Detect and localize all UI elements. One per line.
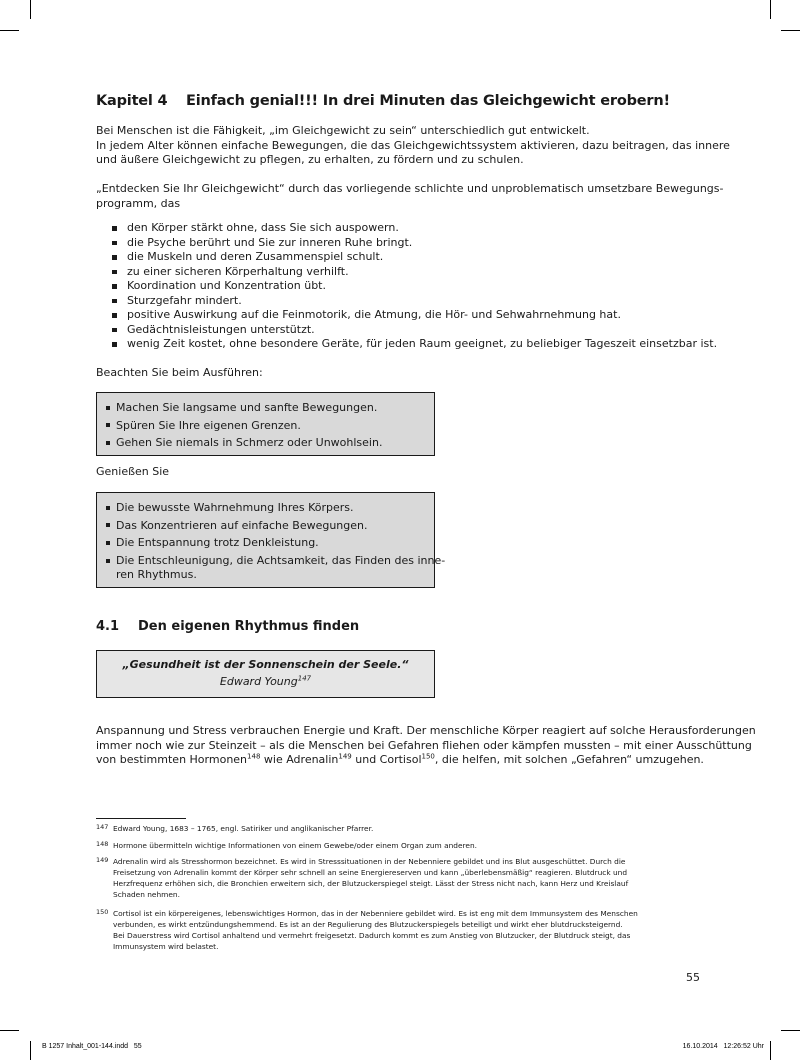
quote-author: Edward Young (219, 675, 298, 688)
body-text: und Cortisol (351, 753, 422, 766)
list-item: den Körper stärkt ohne, dass Sie sich auspowern. (96, 221, 700, 236)
slug-file-info: B 1257 Inhalt_001-144.indd 55 (42, 1043, 142, 1050)
body-line (96, 752, 704, 768)
section-title: Den eigenen Rhythmus finden (138, 619, 360, 634)
note-box (96, 392, 435, 456)
footnote (96, 823, 700, 834)
list-item: Die Entspannung trotz Denkleistung. (97, 534, 434, 552)
body-text: , die helfen, mit solchen „Gefahren“ umzugehen. (434, 753, 704, 766)
footnote-ref: 150 (421, 752, 435, 761)
intro-line: In jedem Alter können einfache Bewegungen, die das Gleichgewichtssystem aktivieren, dazu beitragen, das innere (96, 138, 730, 152)
footnote-ref: 149 (338, 752, 352, 761)
footnote-line: Bei Dauerstress wird Cortisol anhaltend und vermehrt freigesetzt. Dadurch kommt es zum Anstieg von Blutzucker, der Blutdruck steigt, das (113, 931, 631, 940)
enjoy-label: Genießen Sie (96, 465, 170, 478)
footnote-ref: 147 (297, 674, 312, 683)
footnote-line: Immunsystem wird belastet. (113, 942, 219, 951)
body-text: von bestimmten Hormonen (96, 753, 248, 766)
footnote-number: 150 (96, 908, 109, 916)
list-item: Die bewusste Wahrnehmung Ihres Körpers. (97, 499, 434, 517)
list-item: positive Auswirkung auf die Feinmotorik, die Atmung, die Hör- und Sehwahrnehmung hat. (96, 308, 700, 323)
benefits-list (96, 221, 718, 352)
program-line: programm, das (96, 196, 181, 210)
crop-mark-top-left-v (30, 0, 31, 19)
chapter-number: Kapitel 4 (96, 93, 168, 109)
crop-mark-bottom-right-h (781, 1030, 800, 1031)
crop-mark-bottom-right-v (770, 1041, 771, 1060)
program-line: „Entdecken Sie Ihr Gleichgewicht“ durch das vorliegende schlichte und unproblematisch umsetzbare Bewegungs- (96, 182, 724, 195)
program-paragraph (96, 182, 724, 211)
intro-paragraph (96, 124, 730, 168)
chapter-heading (96, 93, 700, 109)
intro-line: Bei Menschen ist die Fähigkeit, „im Gleichgewicht zu sein“ unterschiedlich gut entwickelt. (96, 124, 590, 137)
footnote-number: 148 (96, 840, 109, 848)
crop-mark-top-right-v (770, 0, 771, 19)
list-item (97, 552, 446, 582)
footnote-line: Freisetzung von Adrenalin kommt der Körper sehr schnell an seine Energiereserven und kann „überlebensmäßig“ reagieren. Blutdruck und (113, 868, 628, 877)
footnote-line: Cortisol ist ein körpereigenes, lebenswichtiges Hormon, das in der Nebenniere gebildet wird. Es ist eng mit dem Immunsystem des Menschen (113, 909, 638, 918)
footnote (96, 840, 700, 851)
slug-timestamp: 16.10.2014 12:26:52 Uhr (682, 1043, 764, 1050)
footnote (96, 908, 700, 952)
footnote-divider (96, 818, 186, 819)
crop-mark-top-right-h (781, 30, 800, 31)
page-number: 55 (686, 971, 700, 984)
list-item: Koordination und Konzentration übt. (96, 279, 700, 294)
footnote-number: 149 (96, 856, 109, 864)
crop-mark-top-left-h (0, 30, 19, 31)
list-item: Spüren Sie Ihre eigenen Grenzen. (97, 417, 434, 435)
chapter-title: Einfach genial!!! In drei Minuten das Gleichgewicht erobern! (186, 93, 670, 109)
list-item-line: ren Rhythmus. (116, 567, 197, 581)
body-line: immer noch wie zur Steinzeit – als die Menschen bei Gefahren fliehen oder kämpfen mussten – mit einer Ausschüttung (96, 738, 752, 752)
footnote-line: verbunden, es wirkt entzündungshemmend. Es ist an der Regulierung des Blutzuckerspiegels beteiligt und wirkt eher blutdrucksteigernd. (113, 920, 623, 929)
list-item: die Muskeln und deren Zusammenspiel schult. (96, 250, 700, 265)
list-item: Gehen Sie niemals in Schmerz oder Unwohlsein. (97, 434, 434, 452)
note-label: Beachten Sie beim Ausführen: (96, 366, 263, 379)
footnote (96, 856, 700, 900)
footnote-ref: 148 (247, 752, 261, 761)
quote-box (96, 650, 435, 698)
body-text: wie Adrenalin (260, 753, 339, 766)
footnote-number: 147 (96, 823, 109, 831)
footnote-line: Herzfrequenz erhöhen sich, die Bronchien erweitern sich, der Blutzuckerspiegel steigt. Lässt der Stress nicht nach, kann Herz und Kreislauf (113, 879, 629, 888)
crop-mark-bottom-left-v (30, 1041, 31, 1060)
section-number: 4.1 (96, 619, 120, 634)
list-item: die Psyche berührt und Sie zur inneren Ruhe bringt. (96, 236, 700, 251)
footnote-line: Hormone übermitteln wichtige Informationen von einem Gewebe/oder einem Organ zum anderen. (113, 841, 477, 850)
list-item: wenig Zeit kostet, ohne besondere Geräte, für jeden Raum geeignet, zu beliebiger Tageszeit einsetzbar ist. (96, 337, 700, 352)
footnote-line: Adrenalin wird als Stresshormon bezeichnet. Es wird in Stresssituationen in der Nebenniere gebildet und ins Blut ausgeschüttet. Durch die (113, 857, 626, 866)
crop-mark-bottom-left-h (0, 1030, 19, 1031)
list-item: Das Konzentrieren auf einfache Bewegungen. (97, 517, 434, 535)
list-item: Sturzgefahr mindert. (96, 294, 700, 309)
body-line: Anspannung und Stress verbrauchen Energie und Kraft. Der menschliche Körper reagiert auf solche Herausforderungen (96, 724, 756, 737)
section-heading (96, 619, 359, 634)
quote-text: „Gesundheit ist der Sonnenschein der Seele.“ (122, 658, 409, 671)
list-item-line: Die Entschleunigung, die Achtsamkeit, das Finden des inne- (116, 553, 446, 567)
intro-line: und äußere Gleichgewicht zu pflegen, zu erhalten, zu fördern und zu schulen. (96, 153, 524, 166)
list-item: Machen Sie langsame und sanfte Bewegungen. (97, 399, 434, 417)
list-item: Gedächtnisleistungen unterstützt. (96, 323, 700, 338)
quote-author-line (97, 673, 434, 690)
list-item: zu einer sicheren Körperhaltung verhilft. (96, 265, 700, 280)
footnote-line: Schaden nehmen. (113, 890, 180, 899)
footnote-line: Edward Young, 1683 – 1765, engl. Satiriker und anglikanischer Pfarrer. (113, 824, 374, 833)
body-paragraph (96, 724, 756, 768)
enjoy-box (96, 492, 446, 588)
